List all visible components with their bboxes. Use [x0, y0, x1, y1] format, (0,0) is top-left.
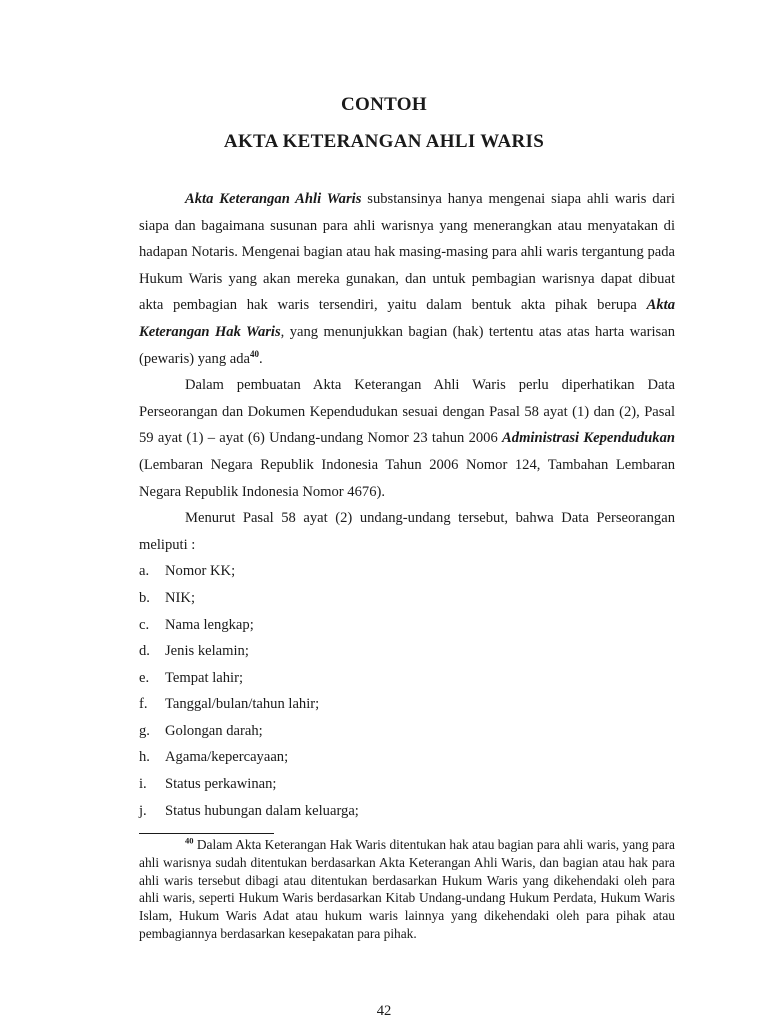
list-item: [139, 771, 675, 798]
body-text: [139, 186, 675, 824]
paragraph-1-text-a: substansinya hanya mengenai siapa ahli waris dari siapa dan bagaimana susunan para ahli warisnya yang menerangkan atau menyatakan di hadapan Notaris. Mengenai bagian atau hak masing-masing para ahli waris tergantung pada Hukum Waris yang akan mereka gunakan, dan untuk pembagian warisnya dapat dibuat akta pembagian hak waris tersendiri, yaitu dalam bentuk akta pihak berupa: [139, 191, 675, 314]
list-item: [139, 691, 675, 718]
list-text: Golongan darah;: [165, 722, 263, 739]
list-letter: d.: [139, 643, 150, 660]
page-number: 42: [376, 1003, 392, 1019]
list-item: [139, 744, 675, 771]
footnote-reference: 40: [250, 348, 260, 359]
list-text: NIK;: [165, 589, 195, 606]
paragraph-1-text-b: , yang menunjukkan bagian (hak) tertentu atas atas harta warisan (pewaris) yang ada: [139, 323, 675, 367]
footnote: [139, 836, 675, 943]
list-item: [139, 638, 675, 665]
footnote-number: 40: [185, 835, 194, 846]
paragraph-1-text-c: .: [259, 350, 263, 367]
list-letter: i.: [139, 776, 147, 793]
list-item: [139, 798, 675, 825]
paragraph-2-text-b: (Lembaran Negara Republik Indonesia Tahun 2006 Nomor 124, Tambahan Lembaran Negara Republik Indonesia Nomor 4676).: [139, 456, 675, 500]
list-letter: j.: [139, 802, 147, 819]
list-letter: b.: [139, 589, 150, 606]
list-item: [139, 665, 675, 692]
list-item: [139, 718, 675, 745]
list-text: Status perkawinan;: [165, 776, 277, 793]
term-akta-keterangan-hak-waris: Akta Keterangan Hak Waris: [139, 297, 675, 340]
list-item: [139, 585, 675, 612]
list-text: Tanggal/bulan/tahun lahir;: [165, 696, 320, 713]
data-perseorangan-list: [139, 558, 675, 824]
footnote-text: Dalam Akta Keterangan Hak Waris ditentukan hak atau bagian para ahli waris, yang para ahli warisnya sudah ditentukan berdasarkan Akta Keterangan Ahli Waris, dan bagian atau hak para ahli waris tersebut dibagi atau ditentukan berdasarkan Hukum Waris yang dikehendaki oleh para ahli waris, seperti Hukum Waris berdasarkan Kitab Undang-undang Hukum Perdata, Hukum Waris Islam, Hukum Waris Adat atau hukum waris lainnya yang dikehendaki oleh para pihak atau pembagiannya berdasarkan kesepakatan para pihak.: [139, 837, 675, 941]
list-letter: h.: [139, 749, 150, 766]
list-letter: c.: [139, 616, 150, 633]
list-text: Status hubungan dalam keluarga;: [165, 802, 359, 819]
footnote-paragraph: [139, 836, 675, 943]
list-letter: f.: [139, 696, 148, 713]
list-item: [139, 558, 675, 585]
list-text: Tempat lahir;: [165, 669, 243, 686]
list-text: Agama/kepercayaan;: [165, 749, 289, 766]
list-letter: a.: [139, 563, 150, 580]
list-item: [139, 612, 675, 639]
list-text: Nomor KK;: [165, 563, 236, 580]
paragraph-1: [139, 186, 675, 372]
list-letter: e.: [139, 669, 150, 686]
paragraph-2: [139, 372, 675, 505]
paragraph-3: Menurut Pasal 58 ayat (2) undang-undang tersebut, bahwa Data Perseorangan meliputi :: [139, 510, 675, 553]
footnote-divider: [139, 833, 274, 834]
term-administrasi-kependudukan: Administrasi Kependudukan: [502, 430, 676, 447]
list-letter: g.: [139, 722, 150, 739]
list-text: Jenis kelamin;: [165, 643, 249, 660]
list-text: Nama lengkap;: [165, 616, 254, 633]
term-akta-keterangan-ahli-waris: Akta Keterangan Ahli Waris: [185, 191, 362, 207]
paragraph-2-text-a: Dalam pembuatan Akta Keterangan Ahli Waris perlu diperhatikan Data Perseorangan dan Dokumen Kependudukan sesuai dengan Pasal 58 ayat (1) dan (2), Pasal 59 ayat (1) – ayat (6) Undang-undang Nomor 23 tahun 2006: [139, 377, 675, 447]
heading-akta-title: AKTA KETERANGAN AHLI WARIS: [223, 131, 545, 152]
heading-contoh: CONTOH: [341, 94, 427, 115]
